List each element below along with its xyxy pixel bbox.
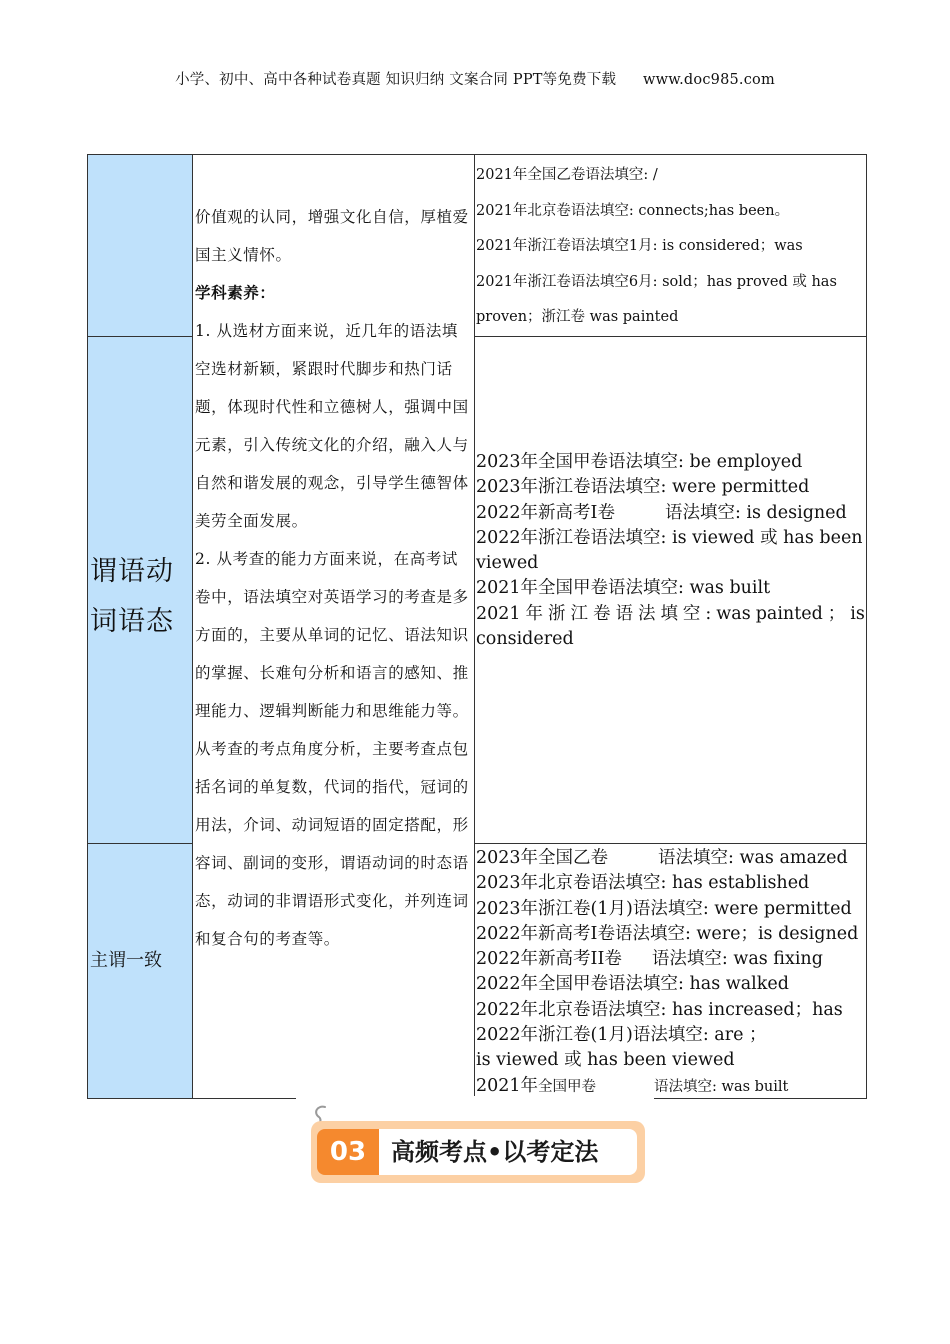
exam-line: [476, 846, 865, 871]
exam-line: 2023年全国甲卷语法填空: be employed: [476, 452, 803, 472]
badge-number: 03: [317, 1129, 379, 1175]
exam-cell-row1: [474, 154, 867, 337]
exam-line: 2021年浙江卷语法填空6月: sold；has proved 或 has: [476, 273, 837, 290]
exam-line-part: 语法填空: was fixing: [651, 949, 823, 970]
exam-line: viewed: [476, 553, 539, 574]
exam-word: 填: [660, 603, 678, 624]
exam-word: 年: [525, 603, 544, 624]
description-paragraph: 1. 从选材方面来说，近几年的语法填空选材新颖，紧跟时代脚步和热门话题，体现时代性和立德树人，强调中国元素，引入传统文化的介绍，融入人与自然和谐发展的观念，引导学生德智体美劳全面发展。: [195, 322, 469, 530]
exam-list-agreement: [476, 846, 865, 1100]
exam-line: 2021年全国乙卷语法填空: /: [476, 167, 658, 183]
exam-word: 2021: [476, 603, 521, 624]
header-text: 小学、初中、高中各种试卷真题 知识归纳 文案合同 PPT等免费下载: [175, 72, 617, 88]
knowledge-table: [87, 154, 867, 1099]
description-cell: [192, 154, 475, 1099]
exam-line: [476, 501, 865, 526]
exam-line-part: 全国甲卷: [538, 1078, 597, 1095]
exam-line: is viewed 或 has been viewed: [476, 1050, 735, 1071]
exam-line-part: 语法填空: was amazed: [658, 848, 848, 868]
exam-line: 2023年浙江卷语法填空: were permitted: [476, 477, 810, 498]
exam-cell-agreement: [474, 843, 867, 1099]
topic-voice-label: 谓语动词语态: [90, 556, 174, 637]
exam-cell-voice: [474, 336, 867, 844]
exam-line: proven；浙江卷 was painted: [476, 309, 679, 325]
exam-word: was: [716, 603, 751, 624]
header-site: www.doc985.com: [642, 72, 775, 88]
exam-word: is: [850, 603, 865, 624]
exam-word: :: [705, 603, 712, 624]
exam-line-part: 2023年全国乙卷: [476, 848, 609, 868]
exam-line-part: 2021年: [476, 1075, 539, 1096]
page-header: [0, 68, 950, 89]
exam-word: 空: [682, 603, 701, 624]
topic-cell-agreement: [87, 843, 193, 1099]
exam-line: 2021年北京卷语法填空: connects;has been。: [476, 202, 790, 219]
exam-line-justified: [476, 602, 865, 627]
exam-line: 2023年浙江卷(1月)语法填空: were permitted: [476, 898, 852, 919]
topic-cell-voice: [87, 336, 193, 844]
badge-title: 高频考点•以考定法: [379, 1129, 637, 1175]
exam-word: 浙: [548, 603, 566, 624]
exam-line: 2021年浙江卷语法填空1月: is considered；was: [476, 238, 803, 254]
exam-word: 卷: [592, 603, 611, 624]
exam-line-part: 2022年新高考II卷: [476, 949, 622, 970]
section-badge: [311, 1121, 645, 1183]
exam-line: 2022年浙江卷语法填空: is viewed 或 has been: [476, 527, 863, 548]
description-heading: 学科素养：: [195, 283, 276, 302]
exam-line: 2021年全国甲卷语法填空: was built: [476, 578, 771, 599]
exam-line: 2023年北京卷语法填空: has established: [476, 873, 810, 894]
topic-cell-continued: [87, 154, 193, 337]
overlay-strip: [296, 1096, 654, 1104]
exam-line: 2022年浙江卷(1月)语法填空: are ；: [476, 1025, 767, 1046]
exam-word: 法: [637, 603, 656, 624]
exam-word: 江: [570, 603, 588, 624]
exam-list-voice: [476, 450, 865, 652]
exam-line: [476, 947, 865, 972]
exam-line: considered: [476, 629, 574, 650]
exam-line: 2022年北京卷语法填空: has increased；has: [476, 999, 843, 1020]
exam-line-part: 语法填空: was built: [654, 1078, 789, 1095]
exam-line-part: 2022年新高考I卷: [476, 502, 615, 523]
exam-list-row1: [476, 158, 864, 336]
exam-line: 2022年全国甲卷语法填空: has walked: [476, 974, 789, 995]
description-text: [195, 198, 473, 958]
exam-word: 语: [615, 603, 633, 624]
description-paragraph: 2. 从考查的能力方面来说，在高考试卷中，语法填空对英语学习的考查是多方面的，主要从单词的记忆、语法知识的掌握、长难句分析和语言的感知、推理能力、逻辑判断能力和思维能力等。从考查的考点角度分析，主要考查点包括名词的单复数，代词的指代，冠词的用法，介词、动词短语的固定搭配，形容词、副词的变形，谓语动词的时态语态，动词的非谓语形式变化，并列连词和复合句的考查等。: [195, 550, 469, 948]
topic-agreement-label: 主谓一致: [90, 950, 162, 971]
exam-line: 2022年新高考I卷语法填空: were；is designed: [476, 923, 859, 944]
exam-word: painted: [755, 603, 823, 624]
exam-line-part: 语法填空: is designed: [664, 502, 847, 523]
exam-word: ；: [827, 603, 846, 624]
description-paragraph: 价值观的认同，增强文化自信，厚植爱国主义情怀。: [195, 208, 469, 264]
